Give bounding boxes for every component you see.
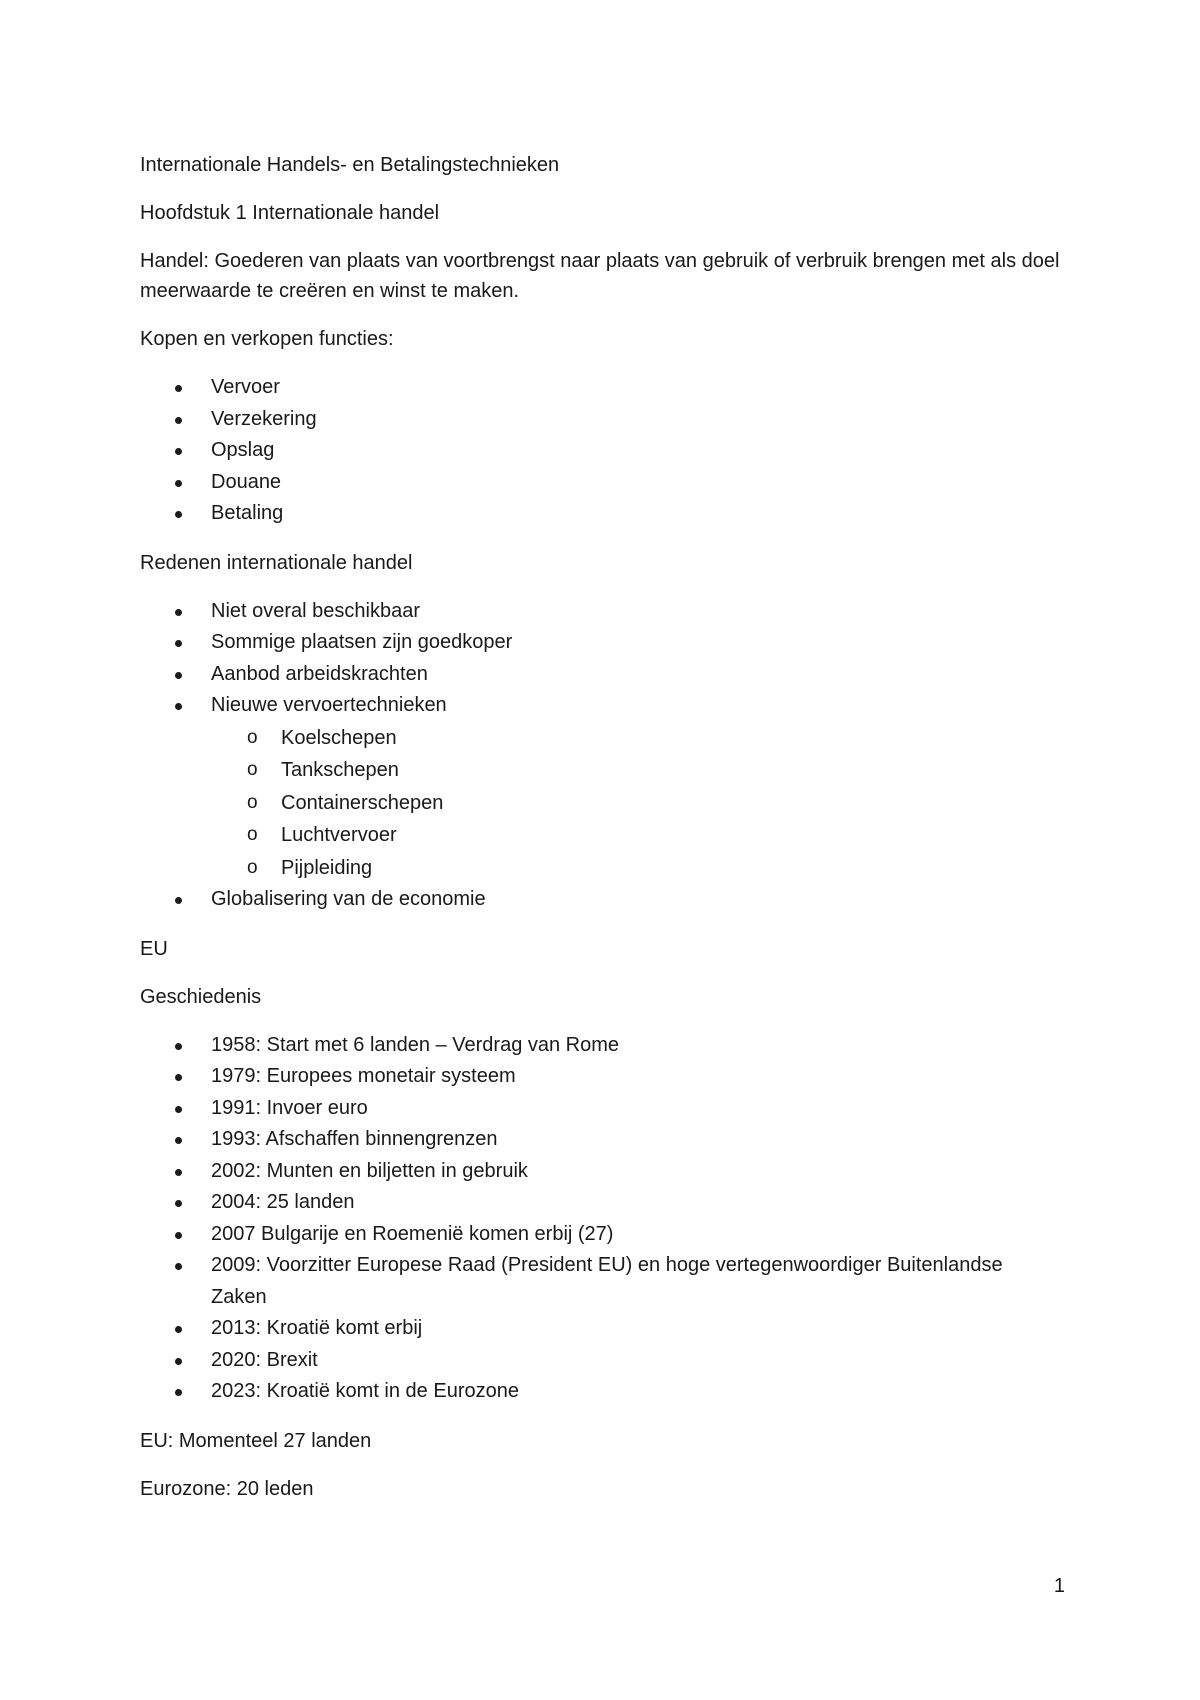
- list-item: 2004: 25 landen: [140, 1187, 1060, 1219]
- sub-list-item: o Containerschepen: [140, 787, 1060, 820]
- page-number: 1: [1053, 1575, 1065, 1597]
- list-item: Verzekering: [140, 404, 1060, 436]
- eurozone-members: Eurozone: 20 leden: [140, 1477, 314, 1500]
- document-title: Internationale Handels- en Betalingstechnieken: [140, 154, 560, 176]
- list-item: 2002: Munten en biljetten in gebruik: [140, 1156, 1060, 1188]
- sub-list-item: o Pijpleiding: [140, 852, 1060, 885]
- eu-heading: EU: [140, 937, 168, 960]
- list-item: 2007 Bulgarije en Roemenië komen erbij (27): [140, 1219, 1060, 1251]
- list-item: Opslag: [140, 435, 1060, 467]
- sub-list-item: o Koelschepen: [140, 722, 1060, 755]
- list-item: 2023: Kroatië komt in de Eurozone: [140, 1376, 1060, 1408]
- list-item: Globalisering van de economie: [140, 884, 1060, 916]
- list-item: 1979: Europees monetair systeem: [140, 1061, 1060, 1093]
- transport-techniques-list: [211, 722, 1060, 885]
- functions-list: [140, 372, 1060, 530]
- list-item: 2013: Kroatië komt erbij: [140, 1313, 1060, 1345]
- list-item: 2020: Brexit: [140, 1345, 1060, 1377]
- reasons-heading: Redenen internationale handel: [140, 551, 413, 574]
- list-item: 1991: Invoer euro: [140, 1093, 1060, 1125]
- reasons-list: [140, 596, 1060, 916]
- list-item: Betaling: [140, 498, 1060, 530]
- list-item-label: Nieuwe vervoertechnieken: [211, 694, 447, 716]
- eu-members: EU: Momenteel 27 landen: [140, 1429, 372, 1452]
- chapter-heading: Hoofdstuk 1 Internationale handel: [140, 202, 440, 224]
- list-item: 1958: Start met 6 landen – Verdrag van Rome: [140, 1030, 1060, 1062]
- sub-list-item: o Luchtvervoer: [140, 819, 1060, 852]
- history-heading: Geschiedenis: [140, 985, 262, 1008]
- functions-heading: Kopen en verkopen functies:: [140, 328, 394, 350]
- list-item: 1993: Afschaffen binnengrenzen: [140, 1124, 1060, 1156]
- list-item: Niet overal beschikbaar: [140, 596, 1060, 628]
- list-item: Vervoer: [140, 372, 1060, 404]
- list-item: 2009: Voorzitter Europese Raad (President EU) en hoge vertegenwoordiger Buitenlandse Zaken: [140, 1250, 1060, 1313]
- list-item: Douane: [140, 467, 1060, 499]
- list-item: Sommige plaatsen zijn goedkoper: [140, 627, 1060, 659]
- page-content: [140, 150, 1060, 1522]
- history-list: [140, 1030, 1060, 1408]
- list-item: Aanbod arbeidskrachten: [140, 659, 1060, 691]
- list-item: [140, 690, 1060, 884]
- sub-list-item: o Tankschepen: [140, 754, 1060, 787]
- trade-definition: Handel: Goederen van plaats van voortbrengst naar plaats van gebruik of verbruik brengen met als doel meerwaarde te creëren en winst te maken.: [140, 250, 1060, 302]
